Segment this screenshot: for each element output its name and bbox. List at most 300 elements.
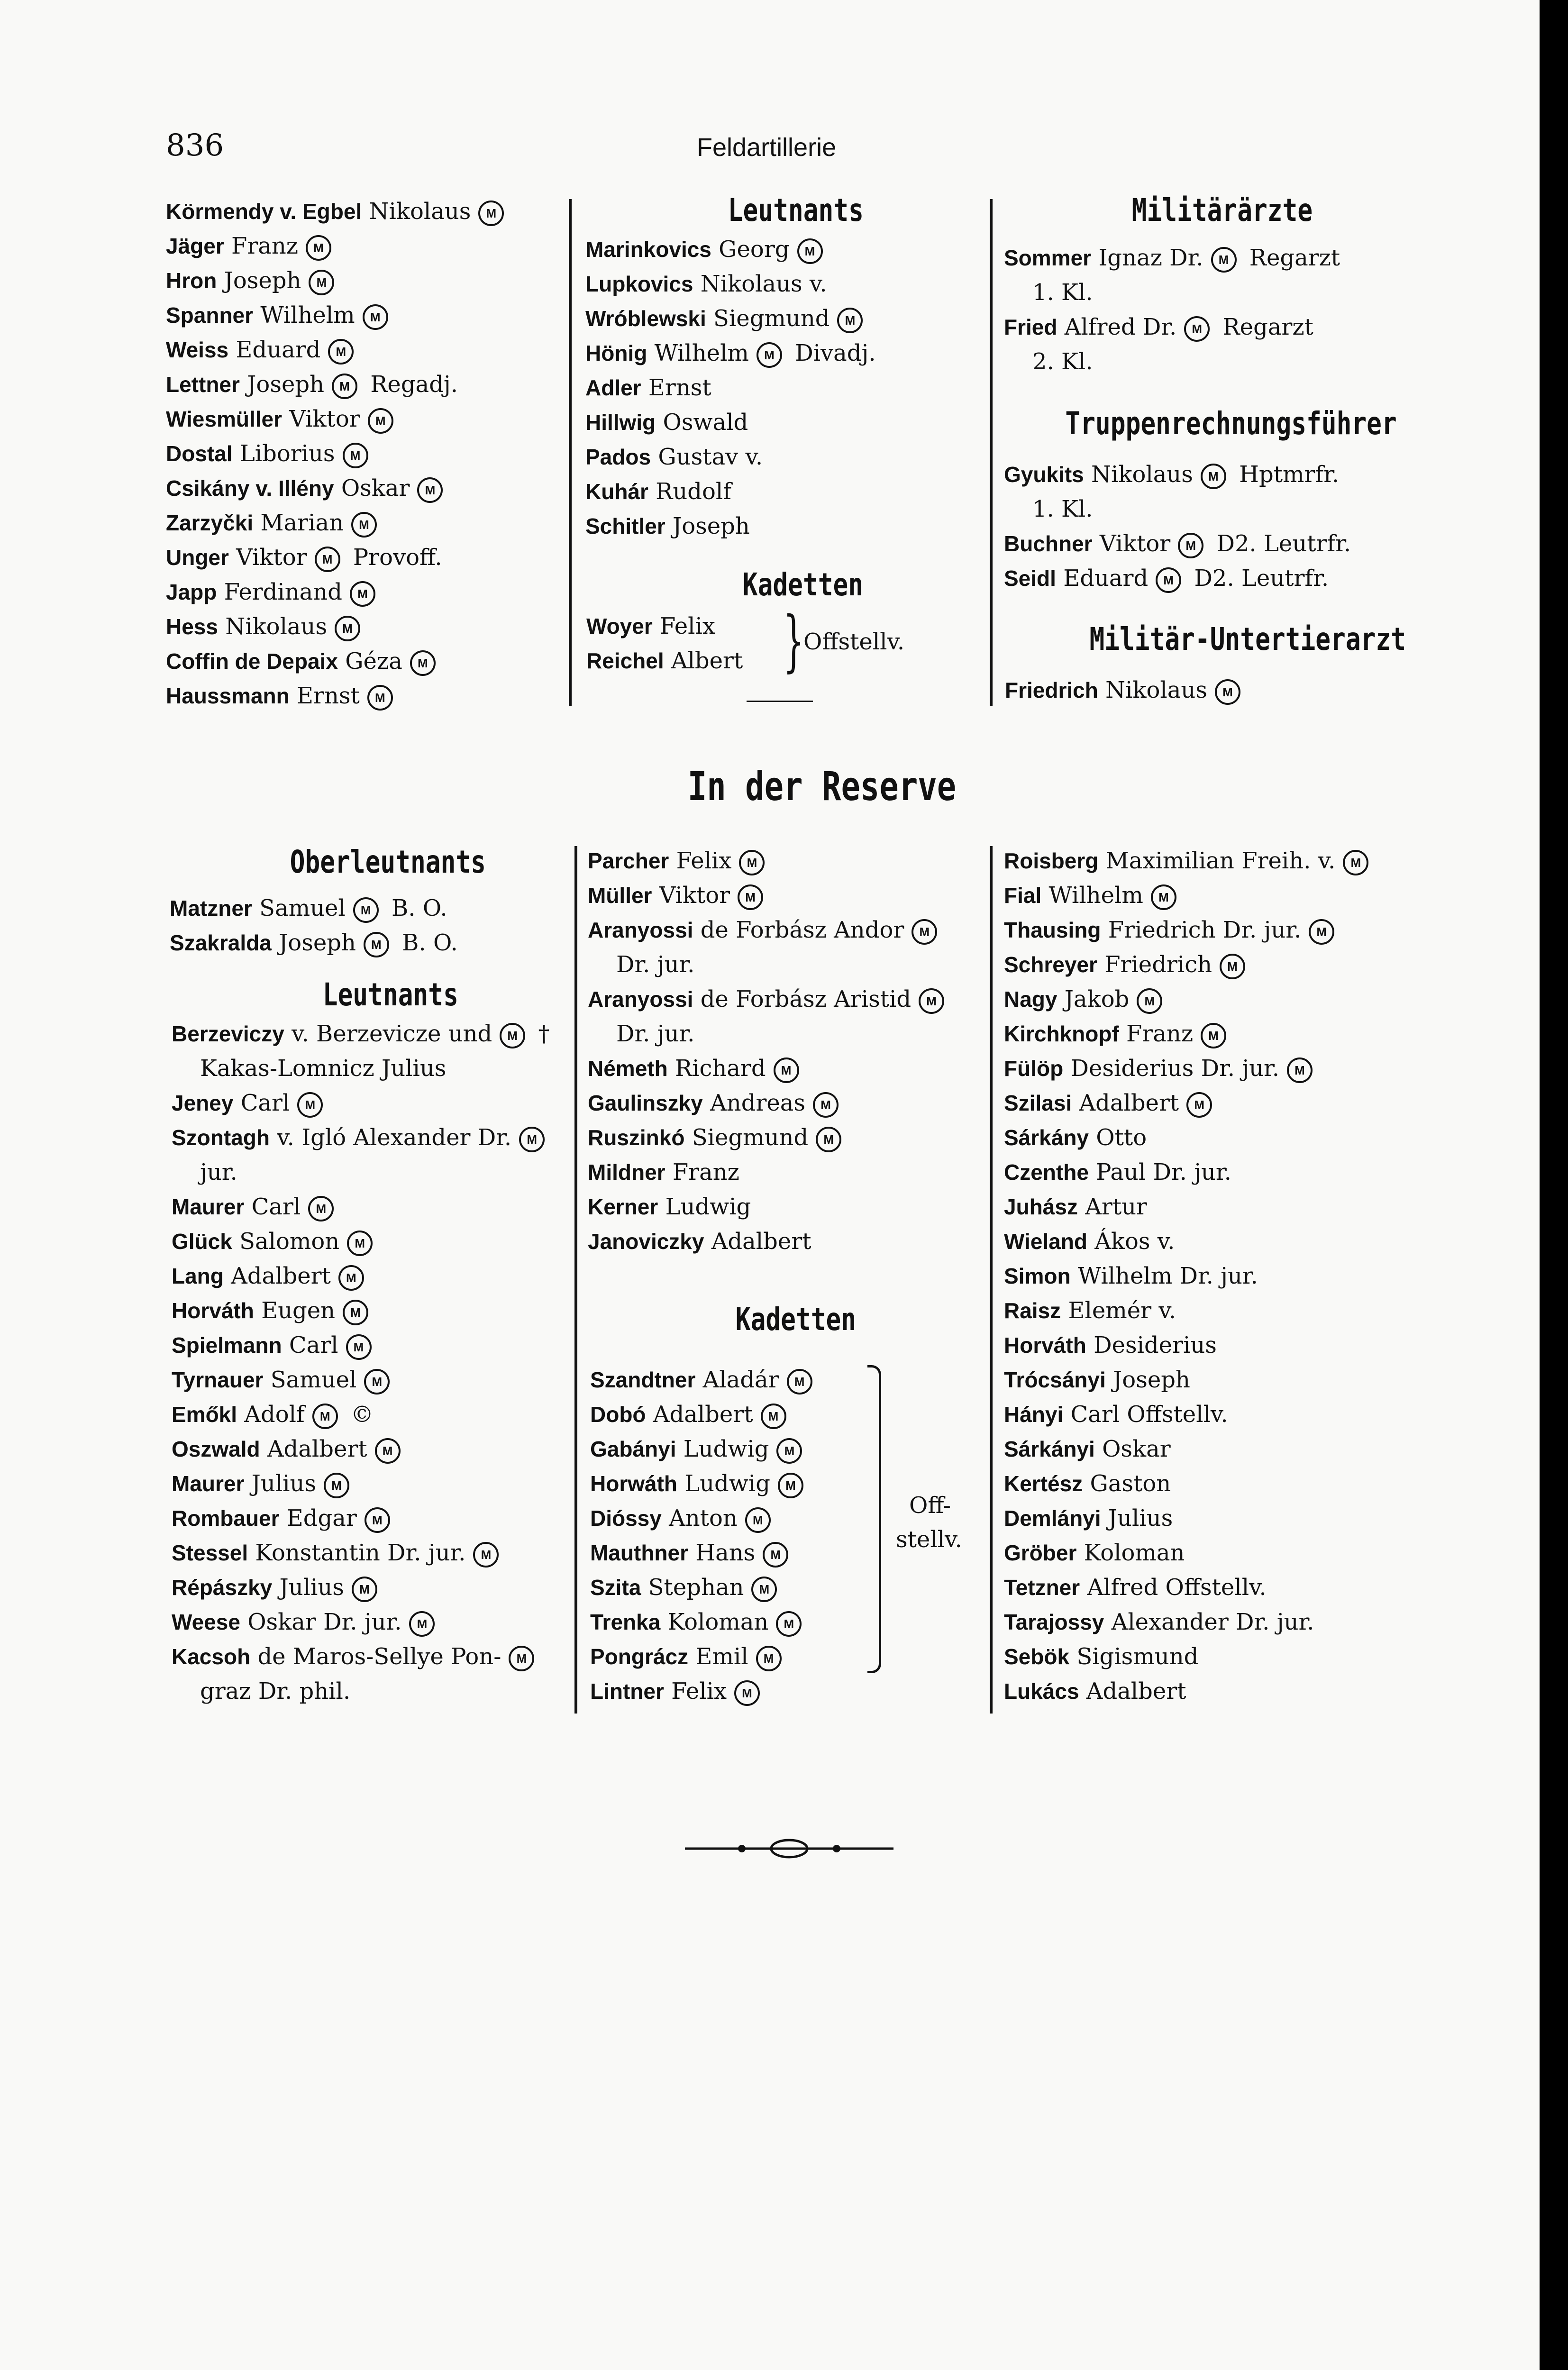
list-entry [1004, 457, 1397, 492]
given-name: Ignaz Dr. [1098, 245, 1203, 271]
given-name: Géza [345, 648, 402, 675]
medal-icon: M [774, 1057, 799, 1083]
surname: Hess [166, 614, 218, 639]
given-name: Anton [669, 1505, 738, 1531]
list-entry [1004, 1397, 1368, 1432]
note: Divadj. [795, 340, 876, 366]
list-entry [166, 437, 504, 471]
list-entry [170, 891, 458, 926]
list-entry [172, 1190, 560, 1224]
note: Regarzt [1222, 314, 1313, 340]
list-entry [586, 609, 743, 644]
given-name: Marian [260, 510, 344, 536]
surname: Reichel [586, 648, 664, 673]
surname: Tyrnauer [172, 1367, 264, 1392]
medal-icon: M [343, 443, 368, 468]
list-entry [1005, 673, 1240, 708]
medal-icon: M [1343, 850, 1368, 875]
list-entry [166, 610, 504, 644]
list-entry [172, 1570, 560, 1605]
given-name: Viktor [1099, 530, 1171, 557]
surname: Buchner [1004, 531, 1093, 556]
list-entry [166, 264, 504, 298]
medal-icon: M [1201, 1023, 1226, 1048]
list-entry [588, 844, 981, 878]
given-name: Hans [695, 1540, 756, 1566]
reserve-kadetten-list [590, 1363, 812, 1709]
list-entry [1004, 1051, 1368, 1086]
surname: Németh [588, 1056, 668, 1081]
medal-icon: M [757, 342, 782, 368]
list-entry [172, 1397, 560, 1432]
given-name: Felix [676, 848, 732, 874]
medal-icon: M [1178, 533, 1203, 558]
given-name: Albert [671, 647, 743, 674]
list-entry [590, 1432, 812, 1467]
surname: Adler [585, 375, 641, 400]
medal-icon: M [347, 1231, 373, 1256]
top-officers-list [166, 194, 504, 713]
surname: Dióssy [590, 1506, 662, 1531]
medal-icon: M [367, 685, 393, 711]
given-name: Joseph [673, 513, 750, 539]
medal-icon: M [519, 1127, 545, 1152]
given-name: Eduard [236, 337, 321, 363]
surname: Wróblewski [585, 306, 706, 331]
medal-icon: M [363, 304, 388, 330]
given-name: Carl Offstellv. [1070, 1401, 1228, 1428]
note: Regadj. [370, 371, 458, 398]
list-entry [1004, 1570, 1368, 1605]
given-name: Friedrich Dr. jur. [1108, 917, 1302, 943]
medal-icon: M [324, 1473, 349, 1498]
off-label: Off- [909, 1492, 951, 1519]
given-name: Alexander Dr. jur. [1111, 1609, 1314, 1635]
section-title-tierarzt: Militär-Untertierarzt [1089, 621, 1406, 657]
column-rule [574, 846, 577, 1714]
surname: Weiss [166, 337, 229, 362]
reserve-title: In der Reserve [687, 763, 957, 810]
medal-icon: M [353, 897, 379, 923]
list-entry [172, 1294, 560, 1328]
surname: Raisz [1004, 1298, 1061, 1323]
given-name: de Forbász Andor [700, 917, 904, 943]
list-entry-cont [588, 1017, 981, 1051]
given-name: Koloman [1084, 1540, 1185, 1566]
given-name: Wilhelm [654, 340, 749, 366]
surname: Tarajossy [1004, 1610, 1104, 1634]
list-entry [1004, 1501, 1368, 1536]
medal-icon: M [1151, 884, 1176, 910]
surname: Répászky [172, 1575, 273, 1600]
given-name: Franz [231, 233, 299, 259]
surname: Maurer [172, 1194, 245, 1219]
list-entry [172, 1640, 560, 1674]
section-title-leutnants: Leutnants [728, 192, 864, 228]
given-name: Carl [251, 1194, 301, 1220]
surname: Zarzyčki [166, 510, 254, 535]
list-entry [1004, 527, 1397, 561]
medal-icon: M [335, 616, 360, 641]
medal-icon: M [375, 1438, 401, 1464]
list-entry [586, 644, 743, 678]
given-name: Liborius [239, 440, 335, 467]
list-entry [1004, 310, 1397, 345]
given-name: Franz [672, 1159, 739, 1185]
list-entry [585, 336, 876, 371]
surname: Haussmann [166, 684, 290, 708]
list-entry [1004, 878, 1368, 913]
reserve-col3-list [1004, 844, 1368, 1709]
list-entry [588, 878, 981, 913]
surname: Rombauer [172, 1506, 280, 1531]
list-entry [172, 1501, 560, 1536]
given-name: Georg [719, 236, 790, 263]
medal-icon: M [346, 1334, 372, 1360]
surname: Hönig [585, 341, 647, 365]
medal-icon: M [1287, 1057, 1313, 1083]
surname: Kuhár [585, 479, 648, 504]
medal-icon: M [364, 1369, 390, 1395]
list-entry [590, 1640, 812, 1674]
given-name: Oswald [663, 409, 748, 436]
medal-icon: M [919, 988, 944, 1014]
surname: Szandtner [590, 1367, 696, 1392]
list-entry [1004, 844, 1368, 878]
surname: Emőkl [172, 1402, 237, 1427]
list-entry [1004, 1190, 1368, 1224]
medal-icon: M [343, 1300, 368, 1325]
list-entry [590, 1363, 812, 1397]
medal-icon: M [308, 1196, 334, 1221]
medal-icon: M [500, 1023, 525, 1048]
surname: Horwáth [590, 1471, 677, 1496]
column-rule [990, 199, 993, 706]
section-title-reserve-leutnants: Leutnants [322, 976, 458, 1013]
list-entry [172, 1259, 560, 1294]
surname: Fried [1004, 315, 1057, 339]
list-entry [1004, 1674, 1368, 1709]
list-entry [590, 1674, 812, 1709]
surname: Seidl [1004, 566, 1056, 591]
surname: Körmendy v. Egbel [166, 199, 362, 224]
given-name: Desiderius [1094, 1332, 1217, 1358]
medal-icon: M [309, 270, 334, 295]
list-entry [172, 1363, 560, 1397]
surname: Weese [172, 1610, 240, 1634]
list-entry-cont [1004, 492, 1397, 527]
surname: Szontagh [172, 1125, 270, 1150]
surname: Mauthner [590, 1540, 688, 1565]
list-entry [166, 194, 504, 229]
surname: Matzner [170, 896, 252, 921]
medal-icon: M [1186, 1092, 1212, 1118]
list-entry [1004, 1605, 1368, 1640]
surname: Müller [588, 883, 652, 908]
list-entry [585, 405, 876, 440]
medal-icon: M [315, 547, 340, 572]
medal-icon: M [797, 238, 823, 264]
surname: Sárkányi [1004, 1437, 1095, 1461]
given-name: Nikolaus [369, 198, 471, 225]
surname: Janoviczky [588, 1229, 704, 1254]
surname: Gyukits [1004, 462, 1084, 487]
surname: Japp [166, 580, 217, 604]
list-entry [166, 333, 504, 367]
continuation: Dr. jur. [616, 951, 695, 978]
reserve-col2-list [588, 844, 981, 1259]
given-name: Koloman [667, 1609, 769, 1635]
given-name: Edgar [286, 1505, 357, 1531]
given-name: Adalbert [231, 1263, 331, 1289]
list-entry-cont [172, 1155, 560, 1190]
surname: Fial [1004, 883, 1042, 908]
aerzte-list [1004, 241, 1397, 379]
medal-icon: M [1184, 316, 1210, 342]
given-name: Stephan [648, 1574, 744, 1601]
medal-icon: M [739, 850, 765, 875]
list-entry [172, 1432, 560, 1467]
list-entry [166, 644, 504, 679]
given-name: Adalbert [1086, 1678, 1186, 1705]
surname: Gaulinszky [588, 1091, 703, 1115]
surname: Thausing [1004, 918, 1101, 942]
surname: Hányi [1004, 1402, 1064, 1427]
list-entry [585, 301, 876, 336]
list-entry [166, 367, 504, 402]
surname: Juhász [1004, 1194, 1078, 1219]
list-entry [166, 540, 504, 575]
list-entry [590, 1467, 812, 1501]
list-entry [590, 1536, 812, 1570]
given-name: Siegmund [713, 305, 830, 332]
note: Provoff. [353, 544, 442, 571]
list-entry [172, 1536, 560, 1570]
surname: Hillwig [585, 410, 656, 435]
surname: Szakralda [170, 930, 272, 955]
given-name: Nikolaus [1105, 677, 1207, 703]
given-name: Adolf [244, 1401, 305, 1428]
surname: Kirchknopf [1004, 1021, 1119, 1046]
medal-icon: M [778, 1473, 803, 1498]
list-entry-cont [172, 1674, 560, 1709]
surname: Szita [590, 1575, 641, 1600]
surname: Berzeviczy [172, 1021, 284, 1046]
note: Regarzt [1249, 245, 1340, 271]
given-name: Adalbert [711, 1228, 811, 1255]
given-name: Eduard [1063, 565, 1149, 592]
note: B. O. [402, 930, 458, 956]
surname: Kerner [588, 1194, 658, 1219]
list-entry [166, 575, 504, 610]
given-name: Julius [279, 1574, 344, 1601]
list-entry [1004, 913, 1368, 948]
given-name: Julius [251, 1470, 317, 1497]
given-name: Gaston [1090, 1470, 1171, 1497]
surname: Schitler [585, 514, 665, 538]
surname: Lang [172, 1264, 224, 1288]
medal-icon: M [756, 1646, 782, 1671]
medal-icon: M [1156, 567, 1181, 593]
given-name: Artur [1085, 1194, 1147, 1220]
surname: Simon [1004, 1264, 1071, 1288]
ornament [685, 1837, 893, 1860]
given-name: Wilhelm [1048, 882, 1143, 909]
surname: Lintner [590, 1679, 664, 1704]
given-name: Viktor [659, 882, 730, 909]
medal-icon: M [761, 1404, 786, 1429]
medal-icon: M [1201, 464, 1226, 489]
reserve-leutnants-list [172, 1017, 560, 1709]
brace [867, 1365, 881, 1673]
surname: Sommer [1004, 246, 1092, 270]
medal-icon: M [738, 884, 763, 910]
given-name: Jakob [1064, 986, 1130, 1012]
surname: Gabányi [590, 1437, 676, 1461]
given-name: Aladár [702, 1367, 779, 1393]
medal-icon: M [306, 235, 331, 261]
surname: Tetzner [1004, 1575, 1080, 1600]
given-name: Joseph [279, 930, 356, 956]
given-name: Ludwig [684, 1470, 770, 1497]
surname: Szilasi [1004, 1091, 1072, 1115]
list-entry [590, 1605, 812, 1640]
list-entry [588, 1051, 981, 1086]
note: D2. Leutrfr. [1194, 565, 1329, 592]
medal-icon: M [409, 1611, 435, 1637]
note: Hptmrfr. [1239, 461, 1340, 488]
class-level: 1. Kl. [1032, 496, 1093, 522]
given-name: Rudolf [656, 478, 731, 505]
medal-icon: M [338, 1265, 364, 1291]
surname: Glück [172, 1229, 232, 1254]
medal-icon: M [297, 1092, 323, 1118]
surname: Aranyossi [588, 987, 693, 1012]
list-entry [1004, 1155, 1368, 1190]
surname: Pongrácz [590, 1644, 689, 1669]
surname: Spielmann [172, 1333, 282, 1358]
list-entry [588, 1155, 981, 1190]
medal-icon: M [364, 932, 389, 957]
given-name: Salomon [239, 1228, 340, 1255]
list-entry [166, 679, 504, 713]
ornament-dot [738, 1845, 746, 1852]
list-entry [172, 1328, 560, 1363]
surname: Ruszinkó [588, 1125, 685, 1150]
given-name: Viktor [289, 406, 360, 432]
given-name: Wilhelm Dr. jur. [1077, 1263, 1258, 1289]
list-entry [1004, 561, 1397, 596]
list-entry [590, 1397, 812, 1432]
medal-icon: M [332, 374, 357, 399]
surname: Woyer [586, 614, 653, 638]
list-entry [172, 1224, 560, 1259]
medal-icon: M [816, 1127, 841, 1152]
note: B. O. [392, 895, 447, 921]
list-entry [1004, 1224, 1368, 1259]
list-entry [590, 1570, 812, 1605]
list-entry [585, 371, 876, 405]
list-entry-cont [1004, 345, 1397, 379]
list-entry [1004, 982, 1368, 1017]
surname: Lettner [166, 372, 240, 397]
given-name: Gustav v. [658, 444, 763, 470]
list-entry [590, 1501, 812, 1536]
given-name: Felix [671, 1678, 727, 1705]
section-title-oberleutnants: Oberleutnants [290, 844, 486, 880]
surname: Horváth [172, 1298, 254, 1323]
given-name: Friedrich [1104, 951, 1212, 978]
given-name: Joseph [224, 267, 301, 294]
medal-icon: M [787, 1369, 812, 1395]
section-title-kadetten: Kadetten [742, 566, 864, 603]
surname: Kertész [1004, 1471, 1083, 1496]
given-name: Viktor [236, 544, 307, 571]
list-entry [170, 926, 458, 960]
list-entry [172, 1467, 560, 1501]
surname: Schreyer [1004, 952, 1097, 977]
surname: Spanner [166, 303, 254, 328]
medal-icon: M [365, 1507, 390, 1533]
continuation: Dr. jur. [616, 1021, 695, 1047]
surname: Parcher [588, 848, 669, 873]
given-name: Oskar [1102, 1436, 1171, 1462]
list-entry [1004, 1259, 1368, 1294]
given-name: Otto [1096, 1124, 1147, 1151]
given-name: Richard [675, 1055, 766, 1082]
given-name: Franz [1126, 1021, 1194, 1047]
note: © [350, 1401, 374, 1428]
medal-icon: M [745, 1507, 771, 1533]
surname: Oszwald [172, 1437, 260, 1461]
given-name: Felix [660, 613, 715, 639]
medal-icon: M [352, 1577, 377, 1602]
list-entry [1004, 948, 1368, 982]
list-entry [585, 267, 876, 301]
given-name: Carl [240, 1090, 290, 1116]
medal-icon: M [1137, 988, 1162, 1014]
list-entry [588, 1224, 981, 1259]
given-name: Konstantin Dr. jur. [255, 1540, 466, 1566]
section-title-reserve-kadetten: Kadetten [735, 1301, 857, 1338]
given-name: Alfred Dr. [1064, 314, 1177, 340]
given-name: Ákos v. [1094, 1228, 1175, 1255]
continuation: graz Dr. phil. [200, 1678, 351, 1705]
note: D2. Leutrfr. [1216, 530, 1351, 557]
surname: Coffin de Depaix [166, 649, 338, 674]
given-name: Carl [289, 1332, 338, 1358]
given-name: Wilhelm [260, 302, 355, 328]
given-name: Adalbert [653, 1401, 753, 1428]
list-entry [172, 1121, 560, 1155]
medal-icon: M [351, 512, 377, 538]
list-entry-cont [1004, 275, 1397, 310]
given-name: de Forbász Aristid [700, 986, 912, 1012]
given-name: de Maros-Sellye Pon- [257, 1643, 501, 1670]
medal-icon: M [763, 1542, 788, 1568]
list-entry [1004, 1017, 1368, 1051]
given-name: Andreas [710, 1090, 806, 1116]
given-name: Maximilian Freih. v. [1105, 848, 1336, 874]
tierarzt-list [1005, 673, 1240, 708]
list-entry [588, 982, 981, 1017]
medal-icon: M [1309, 919, 1334, 945]
list-entry [1004, 1467, 1368, 1501]
list-entry [1004, 1294, 1368, 1328]
column-rule [990, 846, 993, 1714]
medal-icon: M [473, 1542, 499, 1568]
medal-icon: M [350, 581, 375, 607]
